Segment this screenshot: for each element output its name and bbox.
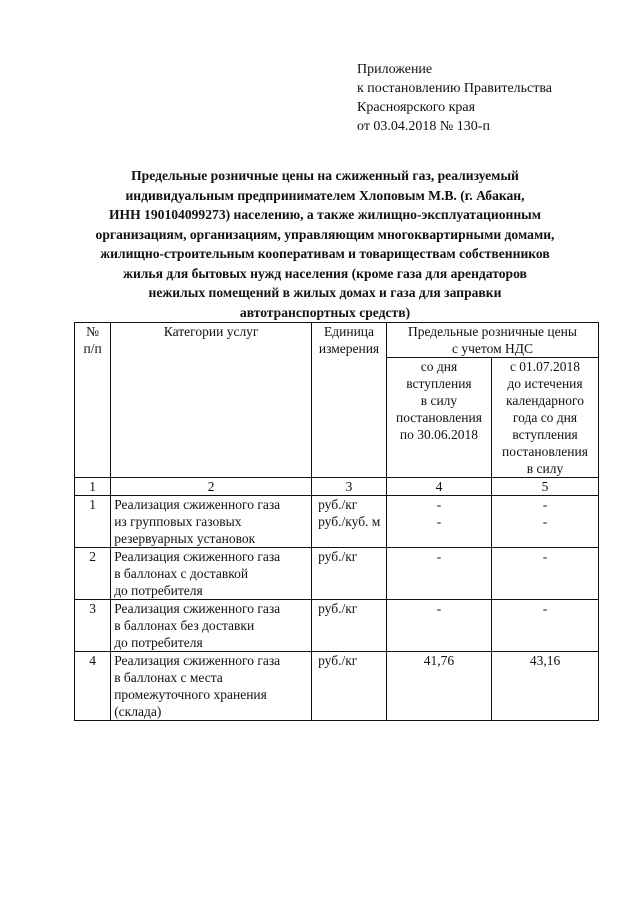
row-price-2 [492, 548, 599, 600]
header-unit [312, 323, 387, 478]
price-value: - [542, 514, 548, 529]
category-line: до потребителя [114, 583, 203, 598]
row-number: 3 [75, 600, 111, 652]
header-period-line: вступления [512, 427, 578, 442]
column-number: 5 [492, 478, 599, 496]
price-value: 43,16 [529, 653, 561, 668]
appendix-line: Красноярского края [357, 100, 476, 115]
unit-line: руб./кг [318, 601, 358, 616]
column-number-row [75, 478, 599, 496]
row-number: 4 [75, 652, 111, 721]
category-line: Реализация сжиженного газа [114, 497, 281, 512]
price-value: - [542, 549, 548, 564]
row-number: 1 [75, 496, 111, 548]
category-line: Реализация сжиженного газа [114, 653, 281, 668]
category-line: промежуточного хранения [114, 687, 267, 702]
title-line: нежилых помещений в жилых домах и газа для заправки [148, 285, 502, 300]
title-line: индивидуальным предпринимателем Хлоповым М.В. (г. Абакан, [125, 187, 525, 203]
title-line: Предельные розничные цены на сжиженный газ, реализуемый [131, 168, 519, 183]
row-price-1 [386, 652, 491, 721]
table-row [75, 496, 599, 548]
row-unit [312, 600, 387, 652]
price-value: - [436, 549, 442, 564]
column-number: 4 [386, 478, 491, 496]
table-row [75, 652, 599, 721]
header-period-line: по 30.06.2018 [399, 427, 478, 442]
title-line: жилищно-строительным кооперативам и товариществам собственников [100, 246, 550, 261]
header-category-label: Категории услуг [163, 324, 259, 339]
row-number: 2 [75, 548, 111, 600]
header-num [75, 323, 111, 478]
header-period-line: года со дня [512, 410, 578, 425]
header-prices-line: Предельные розничные цены [407, 324, 577, 339]
title-line: автотранспортных средств) [239, 304, 411, 320]
table-header-row [75, 323, 599, 358]
unit-line: руб./кг [318, 549, 358, 564]
header-prices [386, 323, 598, 358]
document-title [70, 166, 580, 322]
row-price-2 [492, 600, 599, 652]
price-value: - [436, 601, 442, 616]
header-period-line: вступления [406, 376, 472, 391]
row-unit [312, 548, 387, 600]
price-value: - [436, 514, 442, 529]
category-line: Реализация сжиженного газа [114, 601, 281, 616]
category-line: из групповых газовых [114, 514, 242, 529]
row-category [111, 548, 312, 600]
price-value: 41,76 [423, 653, 455, 668]
unit-line: руб./кг [318, 653, 358, 668]
header-period-line: с 01.07.2018 [509, 359, 581, 374]
header-period-line: в силу [526, 461, 564, 476]
row-price-1 [386, 600, 491, 652]
row-unit [312, 496, 387, 548]
row-category [111, 600, 312, 652]
header-category [111, 323, 312, 478]
title-line: организациям, организациям, управляющим многоквартирными домами, [95, 226, 555, 242]
header-num-line: № [86, 324, 100, 339]
category-line: в баллонах с доставкой [114, 566, 249, 581]
category-line: Реализация сжиженного газа [114, 549, 281, 564]
header-num-line: п/п [83, 341, 102, 356]
title-line: жилья для бытовых нужд населения (кроме газа для арендаторов [123, 265, 527, 281]
row-price-2 [492, 496, 599, 548]
price-value: - [542, 601, 548, 616]
unit-line: руб./кг [318, 497, 358, 512]
header-price-period-1 [386, 358, 491, 478]
header-period-line: календарного [506, 393, 584, 408]
price-table [74, 322, 599, 721]
appendix-line: от 03.04.2018 № 130-п [357, 119, 490, 134]
appendix-line: к постановлению Правительства [357, 81, 553, 96]
table-row [75, 600, 599, 652]
unit-line: руб./куб. м [318, 514, 381, 529]
price-value: - [436, 497, 442, 512]
header-unit-line: измерения [318, 341, 380, 356]
header-period-line: в силу [420, 393, 458, 408]
header-period-line: постановления [395, 410, 482, 425]
row-price-2 [492, 652, 599, 721]
category-line: до потребителя [114, 635, 203, 650]
category-line: резервуарных установок [114, 531, 256, 546]
price-value: - [542, 497, 548, 512]
row-unit [312, 652, 387, 721]
header-period-line: со дня [420, 359, 458, 374]
title-line: ИНН 190104099273) населению, а также жилищно-эксплуатационным [108, 207, 542, 222]
row-price-1 [386, 496, 491, 548]
header-price-period-2 [492, 358, 599, 478]
header-period-line: постановления [502, 444, 588, 459]
header-unit-line: Единица [324, 324, 375, 339]
row-category [111, 652, 312, 721]
column-number: 3 [312, 478, 387, 496]
column-number: 2 [111, 478, 312, 496]
row-category [111, 496, 312, 548]
column-number: 1 [75, 478, 111, 496]
appendix-line: Приложение [357, 62, 433, 77]
category-line: в баллонах с места [114, 670, 223, 685]
category-line: (склада) [114, 704, 162, 719]
appendix-block [357, 60, 552, 136]
header-prices-line: с учетом НДС [451, 341, 533, 356]
header-period-line: до истечения [507, 376, 583, 391]
table-row [75, 548, 599, 600]
row-price-1 [386, 548, 491, 600]
category-line: в баллонах без доставки [114, 618, 255, 633]
